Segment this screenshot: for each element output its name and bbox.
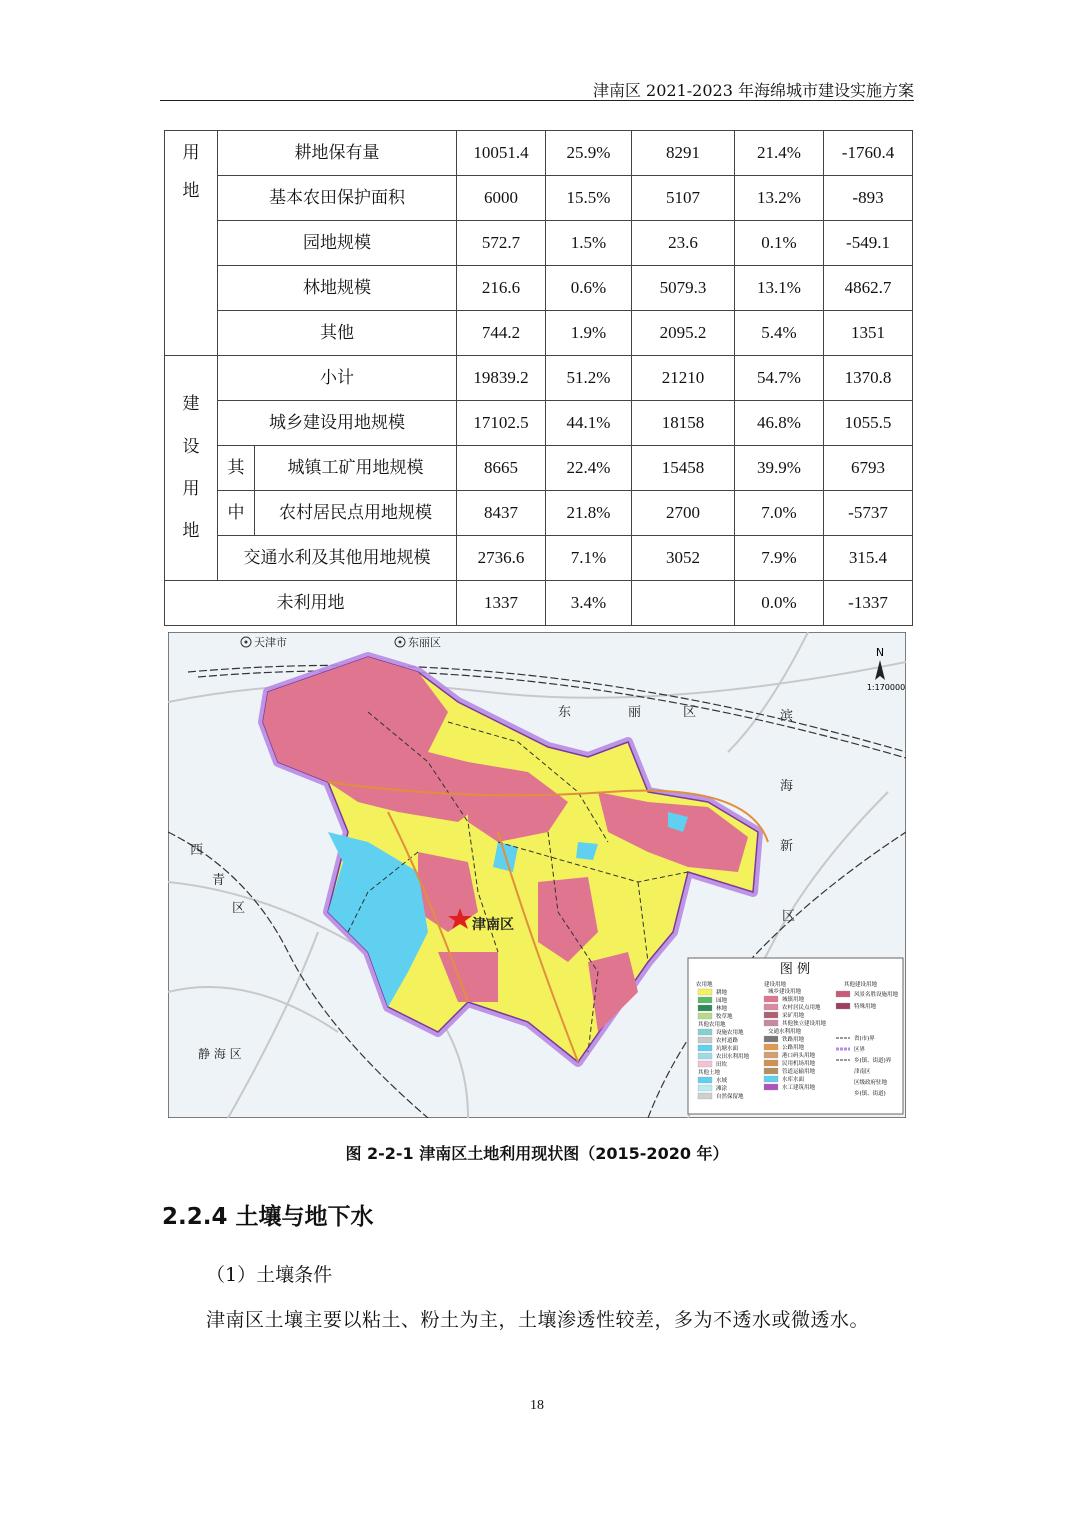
legend-text: 坑塘水面 — [716, 1046, 739, 1052]
sub-group-cell: 其 — [218, 446, 255, 491]
legend-text: 交通水利用地 — [768, 1029, 802, 1035]
legend-swatch — [698, 1061, 712, 1067]
legend-text: 其他农用地 — [698, 1022, 726, 1028]
table-row: 未利用地 1337 3.4% 0.0% -1337 — [165, 581, 913, 626]
legend-text: 滩涂 — [716, 1086, 728, 1092]
row-label: 林地规模 — [218, 266, 457, 311]
legend-text: 港口码头用地 — [782, 1053, 816, 1059]
legend-swatch — [698, 997, 712, 1003]
svg-text:东: 东 — [558, 705, 572, 720]
row-label: 园地规模 — [218, 221, 457, 266]
subsection-heading: （1）土壤条件 — [206, 1264, 333, 1286]
row-label: 城乡建设用地规模 — [218, 401, 457, 446]
label-dongli: 东丽区 — [408, 636, 441, 649]
legend-text: 田坎 — [716, 1062, 728, 1068]
legend-text: 乡(镇、街道) — [854, 1091, 886, 1097]
section-heading: 2.2.4 土壤与地下水 — [162, 1204, 374, 1230]
legend-swatch — [698, 1053, 712, 1059]
svg-text:新: 新 — [780, 839, 794, 854]
legend-swatch — [764, 1004, 778, 1010]
legend-text: 其他建设用地 — [844, 982, 878, 988]
row-label: 其他 — [218, 311, 457, 356]
legend-text: 农田水利用地 — [716, 1054, 750, 1060]
legend-text: 采矿用地 — [782, 1013, 805, 1019]
legend-text: 津南区 — [854, 1069, 871, 1075]
svg-text:丽: 丽 — [628, 705, 642, 720]
legend-title: 图 例 — [779, 962, 811, 977]
svg-text:西: 西 — [190, 843, 204, 858]
legend-text: 管道运输用地 — [782, 1069, 816, 1075]
legend-text: 自然保留地 — [716, 1094, 744, 1100]
legend-swatch — [836, 1003, 850, 1009]
land-use-table — [164, 130, 913, 626]
legend-text: 民用机场用地 — [782, 1061, 816, 1067]
legend-swatch — [764, 1036, 778, 1042]
legend-text: 城镇用地 — [782, 997, 805, 1003]
legend-text: 设施农用地 — [716, 1030, 744, 1036]
legend-swatch — [836, 991, 850, 997]
row-label: 农村居民点用地规模 — [255, 491, 457, 536]
legend-swatch — [698, 1085, 712, 1091]
legend-swatch — [764, 1068, 778, 1074]
legend-swatch — [764, 1052, 778, 1058]
page-header — [160, 74, 914, 101]
map-legend — [688, 958, 903, 1114]
row-label: 耕地保有量 — [218, 131, 457, 176]
table-row: 城乡建设用地规模 17102.5 44.1% 18158 46.8% 1055.5 — [165, 401, 913, 446]
legend-swatch — [698, 1013, 712, 1019]
figure-caption: 图 2-2-1 津南区土地利用现状图（2015-2020 年） — [345, 1144, 729, 1163]
svg-text:区: 区 — [232, 901, 246, 916]
legend-text: 水域 — [716, 1078, 728, 1084]
legend-text: 耕地 — [716, 990, 728, 996]
row-label: 小计 — [218, 356, 457, 401]
legend-text: 风景名胜设施用地 — [854, 992, 899, 998]
legend-text: 区级政府驻地 — [854, 1080, 888, 1086]
legend-swatch — [698, 1077, 712, 1083]
table-row: 其他 744.2 1.9% 2095.2 5.4% 1351 — [165, 311, 913, 356]
legend-text: 农村居民点用地 — [782, 1005, 821, 1011]
legend-text: 园地 — [716, 998, 728, 1004]
scale-label: 1:170000 — [866, 683, 906, 692]
label-jinghai: 静 海 区 — [198, 1047, 242, 1061]
table-row: 园地规模 572.7 1.5% 23.6 0.1% -549.1 — [165, 221, 913, 266]
legend-swatch — [764, 1060, 778, 1066]
svg-text:区: 区 — [683, 705, 697, 720]
legend-text: 水工建筑用地 — [782, 1085, 816, 1091]
legend-text: 水库水面 — [782, 1077, 805, 1083]
row-label: 城镇工矿用地规模 — [255, 446, 457, 491]
legend-text: 区界 — [854, 1047, 866, 1053]
legend-text: 乡(镇、街道)界 — [854, 1058, 892, 1064]
header-title: 津南区 2021-2023 年海绵城市建设实施方案 — [592, 81, 914, 100]
svg-text:滨: 滨 — [780, 709, 794, 724]
legend-swatch — [764, 1076, 778, 1082]
legend-swatch — [764, 1084, 778, 1090]
table-row: 其 城镇工矿用地规模 8665 22.4% 15458 39.9% 6793 — [165, 446, 913, 491]
legend-text: 城乡建设用地 — [768, 989, 802, 995]
row-label: 未利用地 — [165, 581, 457, 626]
table-row: 用 地 耕地保有量 10051.4 25.9% 8291 21.4% -1760.4 — [165, 131, 913, 176]
legend-swatch — [764, 1020, 778, 1026]
legend-swatch — [698, 1093, 712, 1099]
row-label: 基本农田保护面积 — [218, 176, 457, 221]
group-build-cell: 建 设 用 地 — [165, 356, 218, 581]
svg-text:N: N — [875, 646, 885, 659]
legend-text: 特殊用地 — [854, 1004, 877, 1010]
table-row: 中 农村居民点用地规模 8437 21.8% 2700 7.0% -5737 — [165, 491, 913, 536]
legend-swatch — [698, 989, 712, 995]
legend-swatch — [698, 1029, 712, 1035]
label-tianjin: 天津市 — [254, 636, 287, 649]
table-row: 建 设 用 地 小计 19839.2 51.2% 21210 54.7% 1370.8 — [165, 356, 913, 401]
land-use-map — [168, 632, 906, 1118]
svg-text:海: 海 — [780, 779, 794, 794]
legend-swatch — [764, 1012, 778, 1018]
legend-text: 省(市)界 — [854, 1036, 875, 1042]
page-number: 18 — [530, 1398, 544, 1413]
legend-text: 牧草地 — [716, 1014, 733, 1020]
legend-text: 农村道路 — [716, 1038, 739, 1044]
table-row: 交通水利及其他用地规模 2736.6 7.1% 3052 7.9% 315.4 — [165, 536, 913, 581]
svg-text:区: 区 — [782, 909, 796, 924]
legend-text: 铁路用地 — [782, 1037, 805, 1043]
label-jinnan: 津南区 — [472, 917, 514, 933]
legend-swatch — [698, 1037, 712, 1043]
legend-text: 建设用地 — [764, 982, 787, 988]
body-paragraph: 津南区土壤主要以粘土、粉土为主，土壤渗透性较差，多为不透水或微透水。 — [206, 1309, 870, 1331]
table-row: 基本农田保护面积 6000 15.5% 5107 13.2% -893 — [165, 176, 913, 221]
legend-swatch — [698, 1005, 712, 1011]
legend-text: 其他土地 — [698, 1070, 721, 1076]
legend-swatch — [764, 996, 778, 1002]
svg-text:青: 青 — [212, 873, 226, 888]
row-label: 交通水利及其他用地规模 — [218, 536, 457, 581]
legend-swatch — [698, 1045, 712, 1051]
legend-text: 公路用地 — [782, 1045, 805, 1051]
sub-group-cell: 中 — [218, 491, 255, 536]
group-agri-cell: 用 地 — [165, 131, 218, 356]
legend-text: 其他独立建设用地 — [782, 1021, 827, 1027]
legend-text: 林地 — [716, 1006, 728, 1012]
legend-swatch — [764, 1044, 778, 1050]
table-row: 林地规模 216.6 0.6% 5079.3 13.1% 4862.7 — [165, 266, 913, 311]
legend-text: 农用地 — [696, 982, 713, 988]
